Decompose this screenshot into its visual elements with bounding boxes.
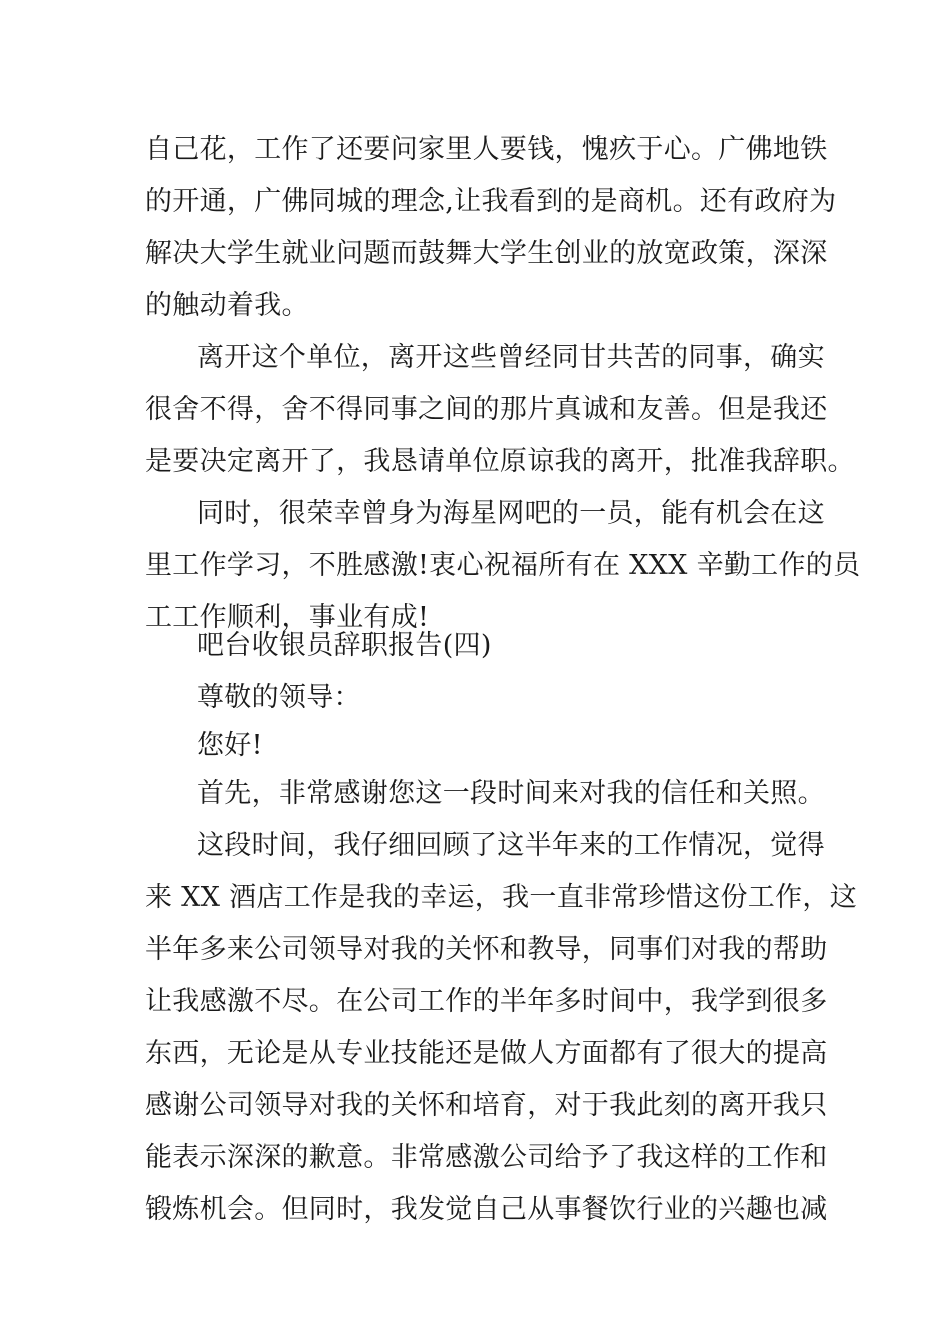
text-line: 让我感激不尽。在公司工作的半年多时间中，我学到很多 [145,986,828,1017]
text-line: 解决大学生就业问题而鼓舞大学生创业的放宽政策，深深 [145,238,828,269]
text-line: 能表示深深的歉意。非常感激公司给予了我这样的工作和 [145,1142,828,1173]
text-line: 自己花，工作了还要问家里人要钱，愧疚于心。广佛地铁 [145,134,828,165]
salutation: 尊敬的领导： [197,682,361,713]
text-line: 锻炼机会。但同时，我发觉自己从事餐饮行业的兴趣也减 [145,1194,828,1225]
text-line: 感谢公司领导对我的关怀和培育，对于我此刻的离开我只 [145,1090,828,1121]
section-title: 吧台收银员辞职报告(四) [197,630,492,661]
greeting: 您好! [197,730,263,761]
text-line: 是要决定离开了，我恳请单位原谅我的离开，批准我辞职。 [145,446,855,477]
text-line: 的开通，广佛同城的理念,让我看到的是商机。还有政府为 [145,186,837,217]
text-line: 来 XX 酒店工作是我的幸运，我一直非常珍惜这份工作，这 [145,882,858,913]
paragraph-first-line: 同时，很荣幸曾身为海星网吧的一员，能有机会在这 [197,498,825,529]
text-line: 的触动着我。 [145,290,309,321]
text-line: 半年多来公司领导对我的关怀和教导，同事们对我的帮助 [145,934,828,965]
text-line: 工工作顺利，事业有成! [145,602,430,633]
paragraph-first-line: 离开这个单位，离开这些曾经同甘共苦的同事，确实 [197,342,825,373]
text-line: 里工作学习，不胜感激!衷心祝福所有在 XXX 辛勤工作的员 [145,550,861,581]
paragraph-first-line: 这段时间，我仔细回顾了这半年来的工作情况，觉得 [197,830,825,861]
text-line: 东西，无论是从专业技能还是做人方面都有了很大的提高 [145,1038,828,1069]
paragraph-first-line: 首先，非常感谢您这一段时间来对我的信任和关照。 [197,778,825,809]
text-line: 很舍不得，舍不得同事之间的那片真诚和友善。但是我还 [145,394,828,425]
